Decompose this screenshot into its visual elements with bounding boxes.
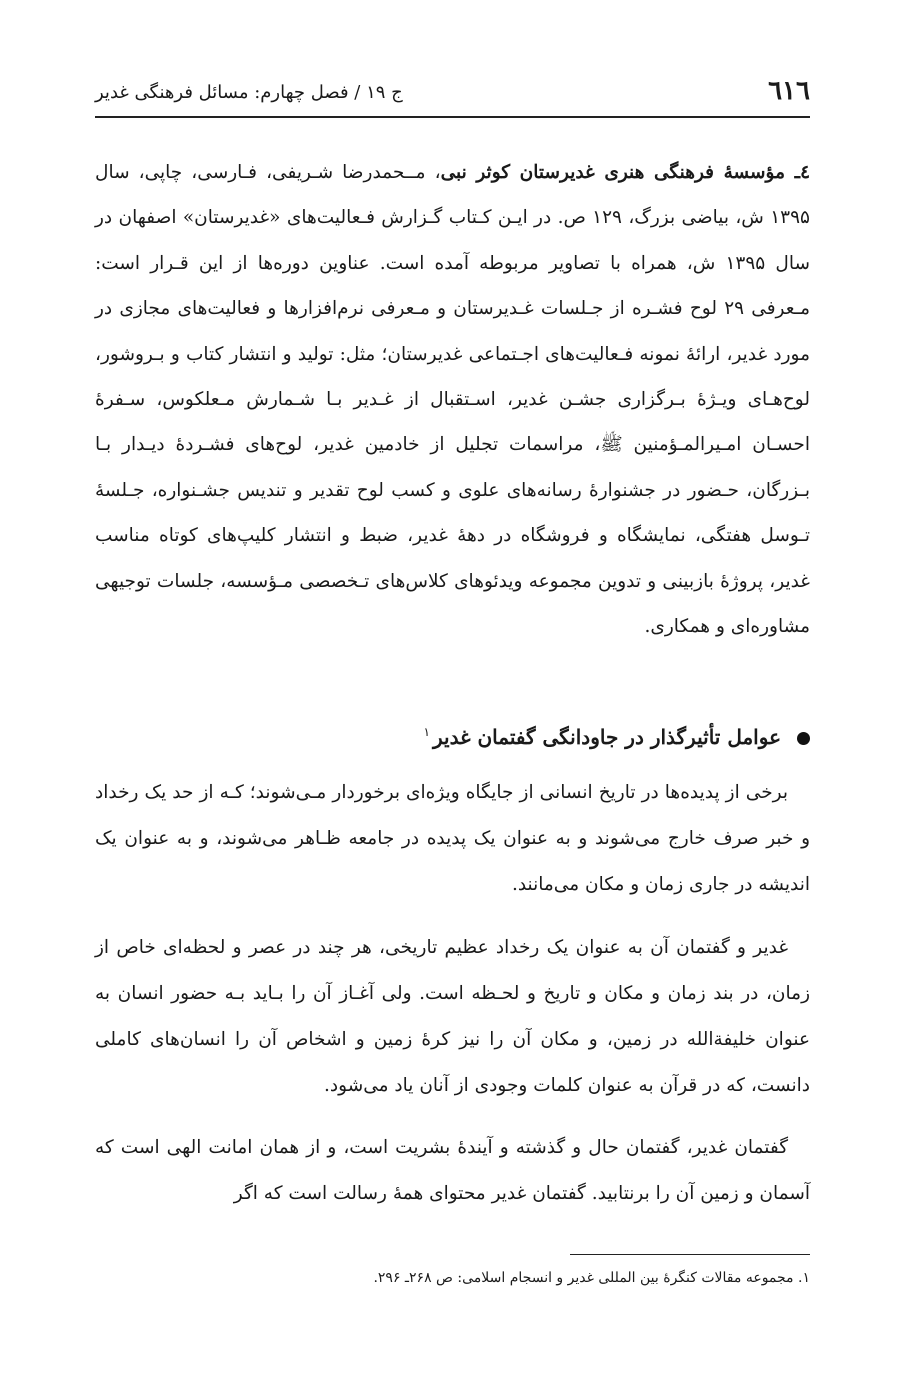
footnote-marker: ١ [423, 725, 430, 740]
page-number: ٦١٦ [768, 76, 810, 106]
page-header [95, 70, 810, 118]
entry-title: ٤ـ مؤسسهٔ فرهنگی هنری غدیرستان کوثر نبی [440, 162, 810, 183]
bullet-icon [797, 732, 810, 745]
footnote: ۱. مجموعه مقالات کنگرهٔ بین المللی غدیر و انسجام اسلامی: ص ۲۶۸ـ ۲۹۶. [373, 1270, 810, 1286]
body-paragraph-3: گفتمان غدیر، گفتمان حال و گذشته و آیندهٔ بشریت است، و از همان امانت الهی است که آسمان و زمین آن را برنتابید. گفتمان غدیر محتوای همهٔ رسالت است که اگر [95, 1137, 810, 1204]
section-heading-text: عوامل تأثیرگذار در جاودانگی گفتمان غدیر [432, 725, 781, 749]
body-paragraph-1: برخی از پدیده‌ها در تاریخ انسانی از جایگاه ویژه‌ای برخوردار مـی‌شوند؛ کـه از حد یک رخداد و خبر صرف خارج می‌شوند و به عنوان یک پدیده در جامعه ظـاهر می‌شوند، و به عنوان یک اندیشه در جاری زمان و مکان می‌مانند. [95, 782, 810, 895]
running-head: ج ۱۹ / فصل چهارم: مسائل فرهنگی غدیر [95, 82, 403, 103]
entry-text: ، مــحمدرضا شـریفی، فـارسی، چاپی، سال ۱۳۹۵ ش، بیاضی بزرگ، ۱۲۹ ص. در ایـن کـتاب گـزارش فـعالیت‌های «غدیرستان» اصفهان در سال ۱۳۹۵ ش، همراه با تصاویر مربوطه آمده است. عناوین دوره‌ها از این قـرار است: مـعرفی ۲۹ لوح فشـره از جـلسات غـدیرستان و مـعرفی نرم‌افزارها و فعالیت‌های مجازی در مورد غدیر، ارائهٔ نمونه فـعالیت‌های اجـتماعی غدیرستان؛ مثل: تولید و انتشار کتاب و بـروشور، لوح‌هـای ویـژهٔ بـرگزاری جشـن غدیر، اسـتقبال از غـدیر بـا شـمارش مـعلکوس، سـفرهٔ احسـان امـیرالمـؤمنین ﷺ، مراسمات تجلیل از خادمین غدیر، لوح‌های فشـردهٔ دیـدار بـا بـزرگان، حـضور در جشنوارهٔ رسانه‌های علوی و کسب لوح تقدیر و تندیس جشـنواره، جـلسهٔ تـوسل هفتگی، نمایشگاه و فروشگاه در دههٔ غدیر، ضبط و انتشار کلیپ‌های کوتاه مناسب غدیر، پروژهٔ بازبینی و تدوین مجموعه ویدئوهای کلاس‌های تـخصصی مـؤسسه، جلسات توجیهی مشاوره‌ای و همکاری. [95, 162, 810, 638]
footnote-divider [570, 1254, 810, 1255]
section-heading [424, 725, 810, 749]
body-paragraph-2: غدیر و گفتمان آن به عنوان یک رخداد عظیم تاریخی، هر چند در عصر و لحظه‌ای خاص از زمان، در بند زمان و مکان و تاریخ و لحـظه است. ولی آغـاز آن را بـاید بـه حضور انسان به عنوان خلیفةالله در زمین، و مکان آن را نیز کرهٔ زمین و اشخاص آن را انسان‌های کاملی دانست، که در قرآن به عنوان کلمات وجودی از آنان یاد می‌شود. [95, 937, 810, 1096]
intro-entry [95, 150, 810, 649]
